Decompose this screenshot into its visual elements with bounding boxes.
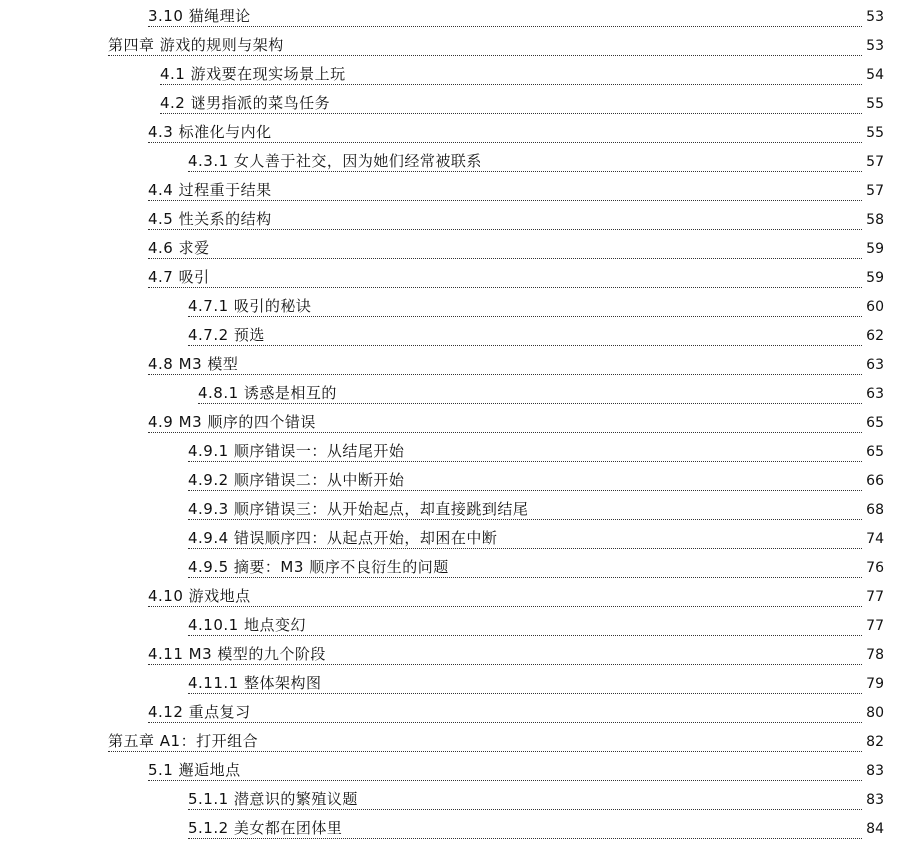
toc-entry-page-number: 82 xyxy=(866,734,884,750)
toc-entry[interactable] xyxy=(0,322,920,351)
toc-entry-title: 4.2 谜男指派的菜鸟任务 xyxy=(160,94,331,112)
toc-entry-page-number: 84 xyxy=(866,821,884,837)
dot-leader xyxy=(188,171,862,172)
toc-entry-title: 4.6 求爱 xyxy=(148,239,210,257)
toc-entry-title: 第五章 A1：打开组合 xyxy=(108,732,259,750)
dot-leader xyxy=(198,403,862,404)
dot-leader xyxy=(148,432,862,433)
dot-leader xyxy=(148,258,862,259)
toc-entry-page-number: 66 xyxy=(866,473,884,489)
toc-entry-page-number: 54 xyxy=(866,67,884,83)
table-of-contents xyxy=(0,3,920,844)
dot-leader xyxy=(148,200,862,201)
toc-entry-title: 4.3 标准化与内化 xyxy=(148,123,272,141)
toc-entry-title: 4.9.4 错误顺序四：从起点开始，却困在中断 xyxy=(188,529,498,547)
toc-entry[interactable] xyxy=(0,786,920,815)
toc-entry-page-number: 57 xyxy=(866,154,884,170)
dot-leader xyxy=(188,809,862,810)
toc-entry-page-number: 59 xyxy=(866,270,884,286)
toc-entry-title: 5.1.2 美女都在团体里 xyxy=(188,819,343,837)
dot-leader xyxy=(188,519,862,520)
toc-entry-page-number: 60 xyxy=(866,299,884,315)
toc-entry[interactable] xyxy=(0,293,920,322)
toc-entry-page-number: 80 xyxy=(866,705,884,721)
toc-entry[interactable] xyxy=(0,438,920,467)
toc-entry[interactable] xyxy=(0,32,920,61)
toc-entry-page-number: 63 xyxy=(866,386,884,402)
toc-entry-page-number: 83 xyxy=(866,763,884,779)
toc-entry[interactable] xyxy=(0,583,920,612)
toc-entry[interactable] xyxy=(0,264,920,293)
toc-entry[interactable] xyxy=(0,3,920,32)
dot-leader xyxy=(148,780,862,781)
toc-entry-page-number: 77 xyxy=(866,618,884,634)
toc-entry[interactable] xyxy=(0,380,920,409)
toc-entry-title: 4.9.3 顺序错误三：从开始起点，却直接跳到结尾 xyxy=(188,500,529,518)
toc-entry-page-number: 65 xyxy=(866,415,884,431)
dot-leader xyxy=(148,374,862,375)
toc-entry-page-number: 77 xyxy=(866,589,884,605)
toc-entry[interactable] xyxy=(0,670,920,699)
toc-entry-page-number: 55 xyxy=(866,96,884,112)
toc-entry-page-number: 79 xyxy=(866,676,884,692)
dot-leader xyxy=(160,113,862,114)
toc-entry[interactable] xyxy=(0,206,920,235)
dot-leader xyxy=(188,693,862,694)
toc-entry-page-number: 68 xyxy=(866,502,884,518)
toc-entry-page-number: 83 xyxy=(866,792,884,808)
toc-entry-title: 4.7.1 吸引的秘诀 xyxy=(188,297,312,315)
dot-leader xyxy=(148,229,862,230)
dot-leader xyxy=(148,287,862,288)
toc-entry-title: 3.10 猫绳理论 xyxy=(148,7,251,25)
toc-entry-title: 4.11.1 整体架构图 xyxy=(188,674,322,692)
toc-entry-title: 4.10 游戏地点 xyxy=(148,587,251,605)
dot-leader xyxy=(188,838,862,839)
dot-leader xyxy=(148,142,862,143)
toc-entry[interactable] xyxy=(0,467,920,496)
toc-entry-title: 4.9.5 摘要：M3 顺序不良衍生的问题 xyxy=(188,558,449,576)
toc-entry-title: 4.9.1 顺序错误一：从结尾开始 xyxy=(188,442,405,460)
toc-entry[interactable] xyxy=(0,728,920,757)
toc-entry-title: 4.5 性关系的结构 xyxy=(148,210,272,228)
toc-entry-title: 4.3.1 女人善于社交，因为她们经常被联系 xyxy=(188,152,482,170)
dot-leader xyxy=(188,345,862,346)
toc-entry-page-number: 78 xyxy=(866,647,884,663)
toc-entry[interactable] xyxy=(0,815,920,844)
toc-entry[interactable] xyxy=(0,612,920,641)
toc-entry[interactable] xyxy=(0,699,920,728)
toc-entry[interactable] xyxy=(0,554,920,583)
toc-entry-page-number: 74 xyxy=(866,531,884,547)
toc-entry-title: 4.9 M3 顺序的四个错误 xyxy=(148,413,316,431)
toc-entry-page-number: 57 xyxy=(866,183,884,199)
dot-leader xyxy=(188,461,862,462)
toc-entry-title: 4.10.1 地点变幻 xyxy=(188,616,306,634)
toc-entry-title: 4.4 过程重于结果 xyxy=(148,181,272,199)
toc-entry[interactable] xyxy=(0,119,920,148)
toc-entry-title: 4.7 吸引 xyxy=(148,268,210,286)
toc-entry-page-number: 76 xyxy=(866,560,884,576)
toc-entry[interactable] xyxy=(0,496,920,525)
toc-entry-title: 4.9.2 顺序错误二：从中断开始 xyxy=(188,471,405,489)
dot-leader xyxy=(188,635,862,636)
toc-entry-page-number: 53 xyxy=(866,9,884,25)
dot-leader xyxy=(160,84,862,85)
toc-entry-page-number: 65 xyxy=(866,444,884,460)
toc-entry[interactable] xyxy=(0,235,920,264)
toc-entry-page-number: 62 xyxy=(866,328,884,344)
toc-entry-title: 5.1 邂逅地点 xyxy=(148,761,241,779)
dot-leader xyxy=(108,751,862,752)
dot-leader xyxy=(148,606,862,607)
toc-entry[interactable] xyxy=(0,148,920,177)
toc-entry-title: 4.1 游戏要在现实场景上玩 xyxy=(160,65,346,83)
toc-entry-title: 5.1.1 潜意识的繁殖议题 xyxy=(188,790,358,808)
toc-entry[interactable] xyxy=(0,757,920,786)
dot-leader xyxy=(188,577,862,578)
dot-leader xyxy=(188,490,862,491)
dot-leader xyxy=(148,722,862,723)
toc-entry-title: 4.11 M3 模型的九个阶段 xyxy=(148,645,326,663)
toc-entry-title: 4.7.2 预选 xyxy=(188,326,265,344)
toc-entry-title: 第四章 游戏的规则与架构 xyxy=(108,36,284,54)
toc-entry[interactable] xyxy=(0,90,920,119)
toc-entry-page-number: 58 xyxy=(866,212,884,228)
toc-entry[interactable] xyxy=(0,61,920,90)
toc-entry-page-number: 63 xyxy=(866,357,884,373)
toc-entry-title: 4.12 重点复习 xyxy=(148,703,251,721)
dot-leader xyxy=(188,548,862,549)
dot-leader xyxy=(108,55,862,56)
toc-entry[interactable] xyxy=(0,641,920,670)
dot-leader xyxy=(148,26,862,27)
toc-entry[interactable] xyxy=(0,351,920,380)
toc-entry-page-number: 53 xyxy=(866,38,884,54)
dot-leader xyxy=(148,664,862,665)
toc-entry-title: 4.8 M3 模型 xyxy=(148,355,239,373)
toc-entry-title: 4.8.1 诱惑是相互的 xyxy=(198,384,337,402)
dot-leader xyxy=(188,316,862,317)
toc-entry-page-number: 55 xyxy=(866,125,884,141)
toc-entry[interactable] xyxy=(0,525,920,554)
toc-entry[interactable] xyxy=(0,177,920,206)
toc-entry-page-number: 59 xyxy=(866,241,884,257)
toc-entry[interactable] xyxy=(0,409,920,438)
